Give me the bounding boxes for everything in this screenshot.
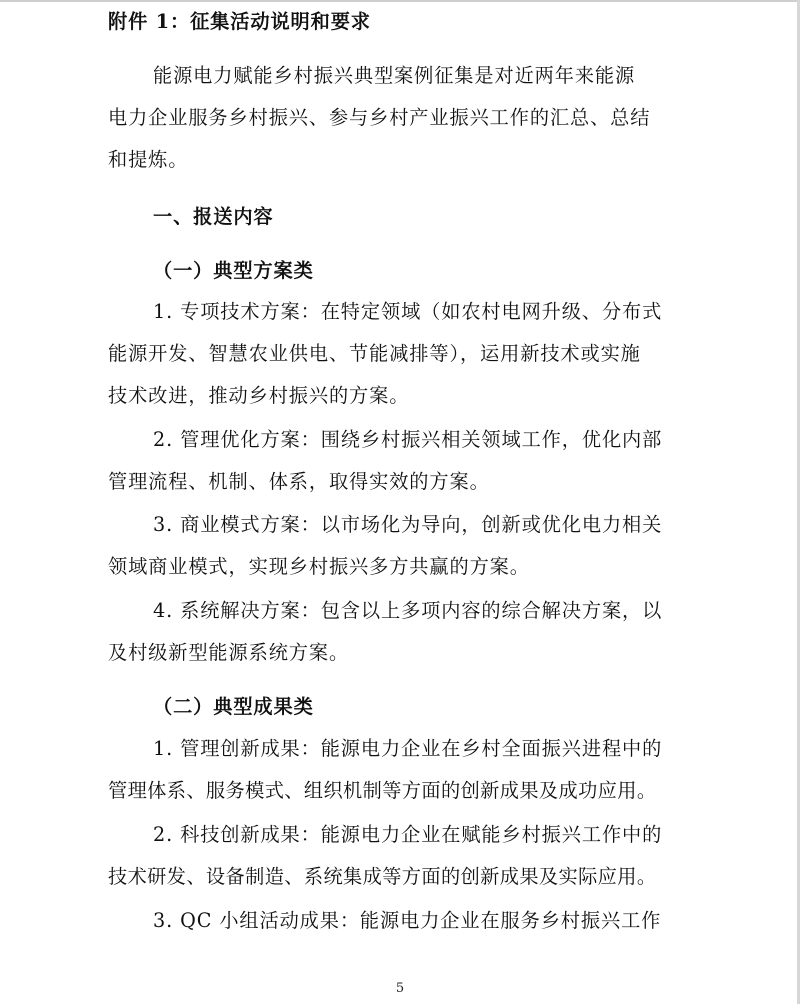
plan-item-2-line-1: 2. 管理优化方案：围绕乡村振兴相关领域工作，优化内部 (153, 428, 663, 451)
plan-item-4-line-1: 4. 系统解决方案：包含以上多项内容的综合解决方案，以 (153, 599, 663, 622)
plan-item-1-line-3: 技术改进，推动乡村振兴的方案。 (108, 384, 410, 407)
plan-item-1-line-1: 1. 专项技术方案：在特定领域（如农村电网升级、分布式 (153, 300, 663, 323)
achievement-item-2-line-1: 2. 科技创新成果：能源电力企业在赋能乡村振兴工作中的 (153, 823, 663, 846)
plan-item-3-line-1: 3. 商业模式方案：以市场化为导向，创新或优化电力相关 (153, 513, 663, 536)
achievement-item-3-line-1: 3. QC 小组活动成果：能源电力企业在服务乡村振兴工作 (153, 909, 662, 932)
plan-item-3-line-2: 领域商业模式，实现乡村振兴多方共赢的方案。 (108, 555, 530, 578)
achievement-item-1-line-2: 管理体系、服务模式、组织机制等方面的创新成果及成功应用。 (108, 779, 657, 802)
achievement-item-1-line-1: 1. 管理创新成果：能源电力企业在乡村全面振兴进程中的 (153, 737, 663, 760)
intro-line-2: 电力企业服务乡村振兴、参与乡村产业振兴工作的汇总、总结 (108, 106, 651, 129)
plan-item-2-line-2: 管理流程、机制、体系，取得实效的方案。 (108, 470, 490, 493)
intro-line-1: 能源电力赋能乡村振兴典型案例征集是对近两年来能源 (153, 64, 636, 87)
section-heading-1: 一、报送内容 (153, 205, 274, 228)
subsection-heading-typical-achievements: （二）典型成果类 (153, 695, 314, 718)
subsection-heading-typical-plans: （一）典型方案类 (153, 259, 314, 282)
attachment-title: 附件 1：征集活动说明和要求 (108, 10, 371, 33)
achievement-item-2-line-2: 技术研发、设备制造、系统集成等方面的创新成果及实际应用。 (108, 865, 657, 888)
page-top-border (0, 0, 800, 2)
page-number: 5 (395, 981, 405, 996)
plan-item-1-line-2: 能源开发、智慧农业供电、节能减排等），运用新技术或实施 (108, 342, 641, 365)
intro-line-3: 和提炼。 (108, 148, 189, 171)
plan-item-4-line-2: 及村级新型能源系统方案。 (108, 641, 350, 664)
